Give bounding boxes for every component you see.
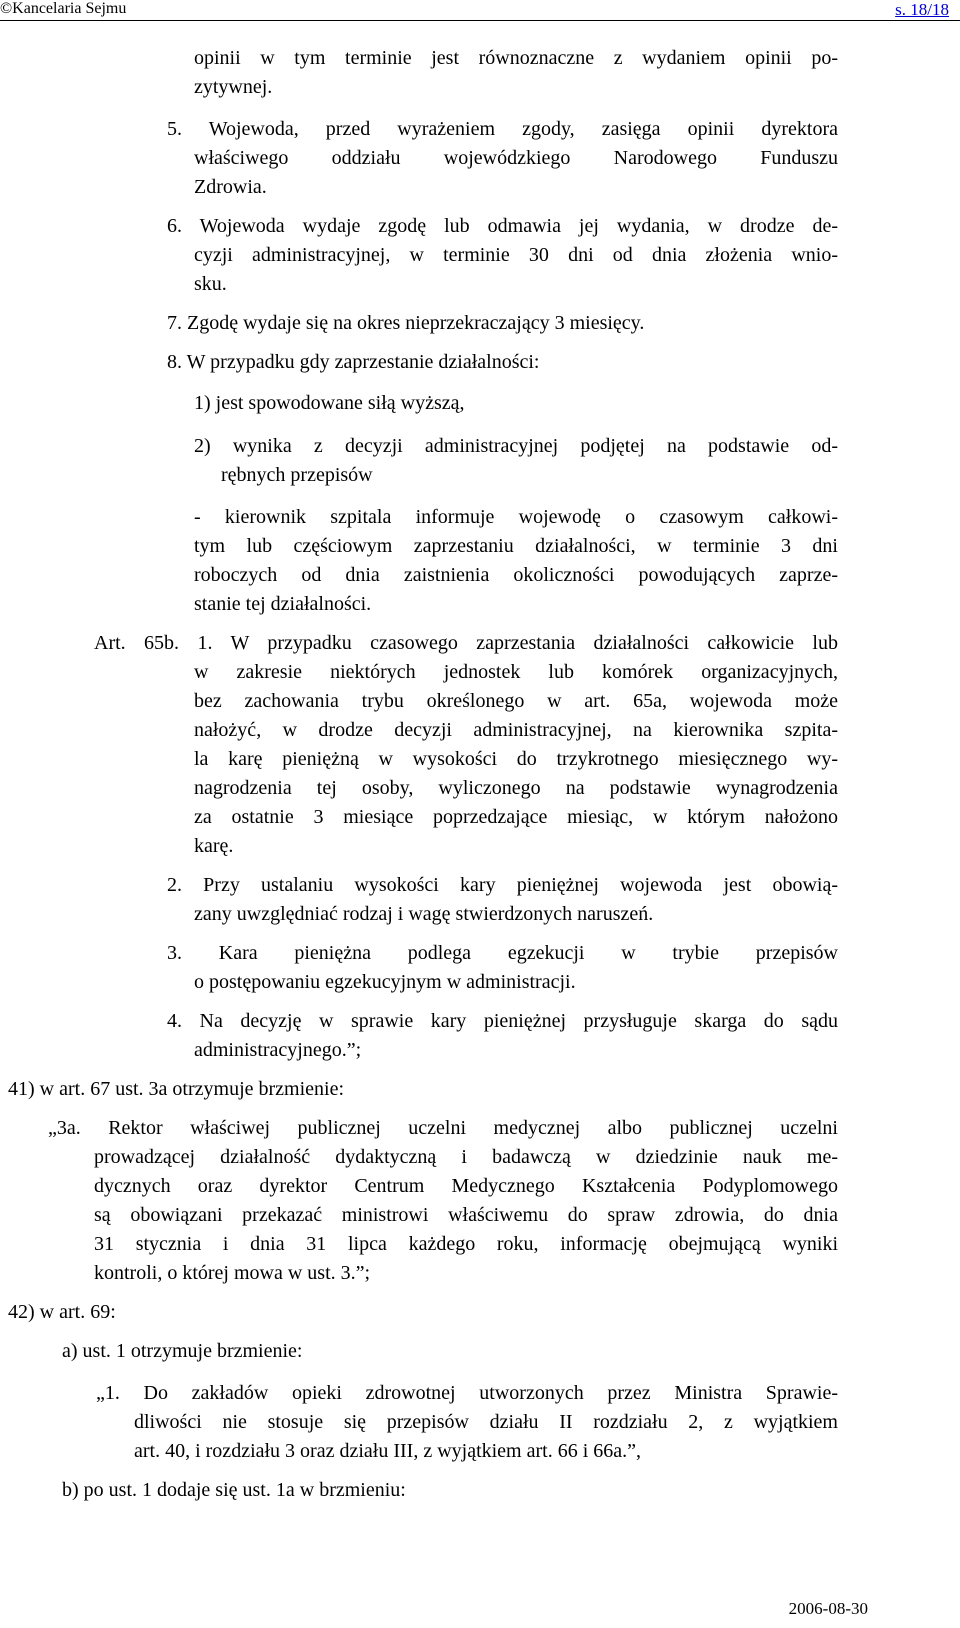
page-number-link[interactable]: s. 18/18 — [895, 0, 949, 19]
text-line: roboczych od dnia zaistnienia okoliczności powodujących zaprze- — [194, 564, 838, 586]
text-line: opinii w tym terminie jest równoznaczne z wydaniem opinii po- — [194, 47, 838, 69]
text-line: sku. — [194, 273, 227, 295]
text-line: Zdrowia. — [194, 176, 267, 198]
text-line: 2. Przy ustalaniu wysokości kary pieniężnej wojewoda jest obowią- — [167, 874, 838, 896]
text-line: dliwości nie stosuje się przepisów działu II rozdziału 2, z wyjątkiem — [134, 1411, 838, 1433]
text-line: - kierownik szpitala informuje wojewodę o czasowym całkowi- — [194, 506, 838, 528]
text-line: w zakresie niektórych jednostek lub komórek organizacyjnych, — [194, 661, 838, 683]
text-line: dycznych oraz dyrektor Centrum Medycznego Kształcenia Podyplomowego — [94, 1175, 838, 1197]
text-line: administracyjnego.”; — [194, 1039, 362, 1061]
text-line: 4. Na decyzję w sprawie kary pieniężnej przysługuje skarga do sądu — [167, 1010, 838, 1032]
text-line: cyzji administracyjnej, w terminie 30 dni od dnia złożenia wnio- — [194, 244, 838, 266]
text-line: 5. Wojewoda, przed wyrażeniem zgody, zasięga opinii dyrektora — [167, 118, 838, 140]
list-item: 2) wynika z decyzji administracyjnej podjętej na podstawie od- — [194, 435, 838, 457]
text-line: 6. Wojewoda wydaje zgodę lub odmawia jej wydania, w drodze de- — [167, 215, 838, 237]
text-line: zany uwzględniać rodzaj i wagę stwierdzonych naruszeń. — [194, 903, 654, 925]
list-item: b) po ust. 1 dodaje się ust. 1a w brzmieniu: — [62, 1479, 406, 1501]
text-line: art. 40, i rozdziału 3 oraz działu III, z wyjątkiem art. 66 i 66a.”, — [134, 1440, 642, 1462]
text-line: są obowiązani przekazać ministrowi właściwemu do spraw zdrowia, do dnia — [94, 1204, 838, 1226]
text-line: o postępowaniu egzekucyjnym w administracji. — [194, 971, 576, 993]
footer-date: 2006-08-30 — [788, 1599, 868, 1618]
text-line: karę. — [194, 835, 234, 857]
copyright-link-text[interactable]: ©Kancelaria Sejmu — [0, 0, 127, 17]
header-rule — [0, 20, 960, 21]
article-heading-line: Art. 65b. 1. W przypadku czasowego zaprzestania działalności całkowicie lub — [94, 632, 838, 654]
text-line: 31 stycznia i dnia 31 lipca każdego roku, informację obejmującą wyniki — [94, 1233, 838, 1255]
list-item: a) ust. 1 otrzymuje brzmienie: — [62, 1340, 303, 1362]
text-line: zytywnej. — [194, 76, 273, 98]
text-line: „3a. Rektor właściwej publicznej uczelni medycznej albo publicznej uczelni — [48, 1117, 838, 1139]
text-line: 3. Kara pieniężna podlega egzekucji w trybie przepisów — [167, 942, 838, 964]
text-line: bez zachowania trybu określonego w art. 65a, wojewoda może — [194, 690, 838, 712]
text-line: za ostatnie 3 miesiące poprzedzające miesiąc, w którym nałożono — [194, 806, 838, 828]
text-line: nałożyć, w drodze decyzji administracyjnej, na kierownika szpita- — [194, 719, 838, 741]
text-line: 7. Zgodę wydaje się na okres nieprzekraczający 3 miesięcy. — [167, 312, 645, 334]
text-line: stanie tej działalności. — [194, 593, 372, 615]
text-line: „1. Do zakładów opieki zdrowotnej utworzonych przez Ministra Sprawie- — [96, 1382, 838, 1404]
list-item: 1) jest spowodowane siłą wyższą, — [194, 392, 465, 414]
text-line: la karę pieniężną w wysokości do trzykrotnego miesięcznego wy- — [194, 748, 838, 770]
text-line: kontroli, o której mowa w ust. 3.”; — [94, 1262, 371, 1284]
point-heading: 42) w art. 69: — [8, 1301, 116, 1323]
point-heading: 41) w art. 67 ust. 3a otrzymuje brzmienie: — [8, 1078, 345, 1100]
text-line: prowadzącej działalność dydaktyczną i badawczą w dziedzinie nauk me- — [94, 1146, 838, 1168]
text-line: tym lub częściowym zaprzestaniu działalności, w terminie 3 dni — [194, 535, 838, 557]
header-page-number[interactable] — [895, 0, 949, 20]
text-line: rębnych przepisów — [221, 464, 373, 486]
text-line: 8. W przypadku gdy zaprzestanie działalności: — [167, 351, 540, 373]
text-line: właściwego oddziału wojewódzkiego Narodowego Funduszu — [194, 147, 838, 169]
text-line: nagrodzenia tej osoby, wyliczonego na podstawie wynagrodzenia — [194, 777, 838, 799]
